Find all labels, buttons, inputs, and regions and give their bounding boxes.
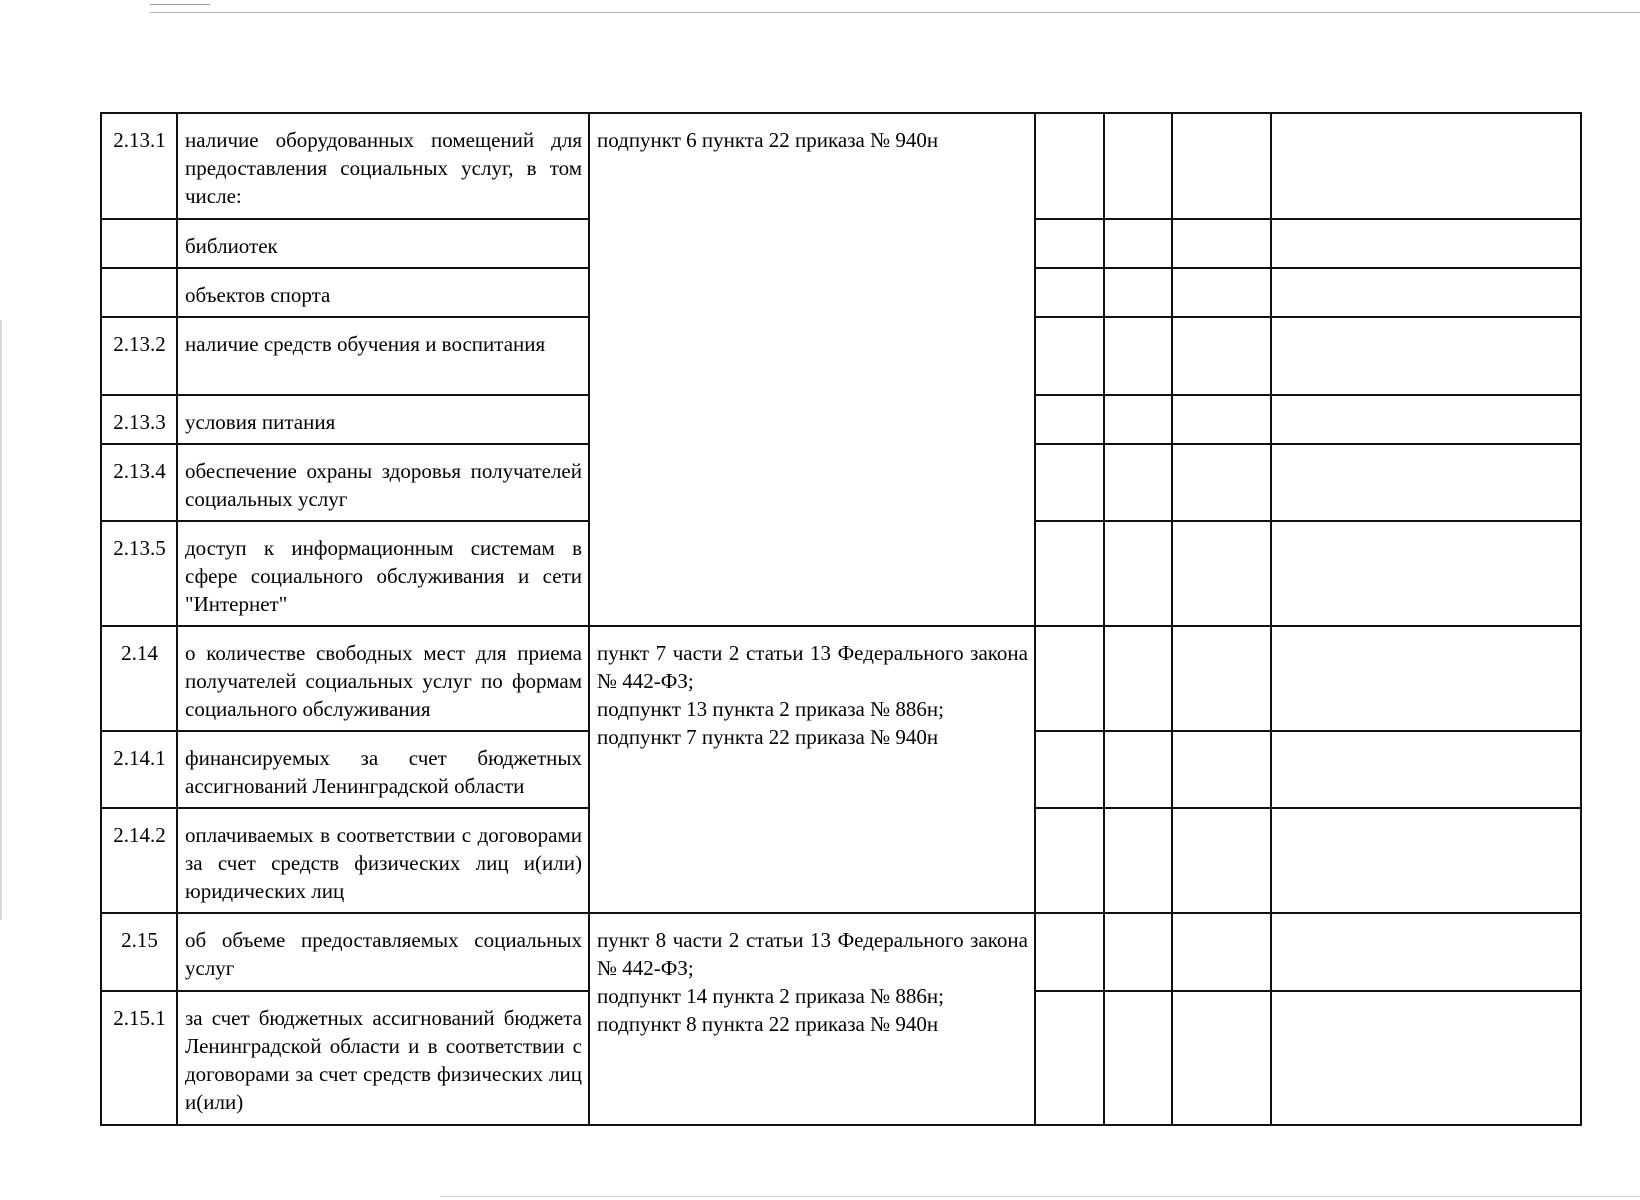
empty-cell (1035, 913, 1104, 991)
empty-cell (1104, 521, 1172, 626)
empty-cell (1035, 444, 1104, 521)
legal-reference-cell (589, 113, 1035, 626)
row-number: 2.14.2 (101, 808, 177, 913)
legal-reference: подпункт 6 пункта 22 приказа № 940н (597, 128, 939, 152)
row-number: 2.15 (101, 913, 177, 991)
empty-cell (1104, 268, 1172, 317)
row-number (101, 219, 177, 268)
table-row (101, 113, 1581, 219)
row-description: объектов спорта (177, 268, 589, 317)
row-number: 2.13.4 (101, 444, 177, 521)
empty-cell (1035, 219, 1104, 268)
empty-cell (1271, 731, 1581, 808)
legal-reference-cell (589, 913, 1035, 1125)
empty-cell (1172, 395, 1271, 444)
row-description: наличие оборудованных помещений для предоставления социальных услуг, в том числе: (177, 113, 589, 219)
empty-cell (1271, 219, 1581, 268)
legal-reference: подпункт 14 пункта 2 приказа № 886н; (597, 984, 944, 1008)
scan-artifact-line (150, 4, 210, 5)
empty-cell (1104, 991, 1172, 1125)
row-number: 2.13.1 (101, 113, 177, 219)
empty-cell (1271, 395, 1581, 444)
empty-cell (1271, 317, 1581, 395)
row-description: финансируемых за счет бюджетных ассигнований Ленинградской области (177, 731, 589, 808)
empty-cell (1104, 731, 1172, 808)
empty-cell (1104, 913, 1172, 991)
empty-cell (1104, 444, 1172, 521)
scan-artifact-edge (0, 320, 2, 920)
empty-cell (1035, 268, 1104, 317)
scan-artifact-line (150, 12, 1640, 13)
empty-cell (1271, 268, 1581, 317)
row-description: обеспечение охраны здоровья получателей социальных услуг (177, 444, 589, 521)
row-description: доступ к информационным системам в сфере социального обслуживания и сети "Интернет" (177, 521, 589, 626)
empty-cell (1172, 113, 1271, 219)
table-row (101, 913, 1581, 991)
empty-cell (1172, 991, 1271, 1125)
empty-cell (1104, 395, 1172, 444)
empty-cell (1271, 626, 1581, 731)
row-number: 2.15.1 (101, 991, 177, 1125)
empty-cell (1035, 808, 1104, 913)
row-description: наличие средств обучения и воспитания (177, 317, 589, 395)
legal-reference: подпункт 7 пункта 22 приказа № 940н (597, 725, 939, 749)
empty-cell (1172, 521, 1271, 626)
row-description: за счет бюджетных ассигнований бюджета Ленинградской области и в соответствии с договорами за счет средств физических лиц и(или) (177, 991, 589, 1125)
legal-reference: пункт 7 части 2 статьи 13 Федерального закона № 442-ФЗ; (597, 641, 1028, 693)
row-description: оплачиваемых в соответствии с договорами за счет средств физических лиц и(или) юридических лиц (177, 808, 589, 913)
empty-cell (1104, 808, 1172, 913)
empty-cell (1172, 317, 1271, 395)
legal-reference-cell (589, 626, 1035, 913)
empty-cell (1035, 626, 1104, 731)
row-description: библиотек (177, 219, 589, 268)
empty-cell (1271, 913, 1581, 991)
empty-cell (1172, 219, 1271, 268)
empty-cell (1172, 444, 1271, 521)
requirements-table (100, 112, 1582, 1126)
empty-cell (1271, 991, 1581, 1125)
empty-cell (1271, 444, 1581, 521)
empty-cell (1172, 626, 1271, 731)
empty-cell (1035, 731, 1104, 808)
legal-reference: подпункт 8 пункта 22 приказа № 940н (597, 1012, 939, 1036)
empty-cell (1172, 808, 1271, 913)
empty-cell (1271, 521, 1581, 626)
empty-cell (1104, 113, 1172, 219)
empty-cell (1035, 991, 1104, 1125)
row-number: 2.14.1 (101, 731, 177, 808)
scan-artifact-line (440, 1196, 1640, 1197)
empty-cell (1104, 317, 1172, 395)
empty-cell (1172, 268, 1271, 317)
row-description: о количестве свободных мест для приема получателей социальных услуг по формам социального обслуживания (177, 626, 589, 731)
empty-cell (1172, 731, 1271, 808)
legal-reference: подпункт 13 пункта 2 приказа № 886н; (597, 697, 944, 721)
empty-cell (1104, 219, 1172, 268)
row-number: 2.13.2 (101, 317, 177, 395)
empty-cell (1271, 808, 1581, 913)
legal-reference: пункт 8 части 2 статьи 13 Федерального закона № 442-ФЗ; (597, 928, 1028, 980)
row-number: 2.14 (101, 626, 177, 731)
empty-cell (1104, 626, 1172, 731)
empty-cell (1271, 113, 1581, 219)
empty-cell (1035, 395, 1104, 444)
table-row (101, 626, 1581, 731)
row-number (101, 268, 177, 317)
empty-cell (1035, 317, 1104, 395)
row-number: 2.13.3 (101, 395, 177, 444)
row-description: об объеме предоставляемых социальных услуг (177, 913, 589, 991)
empty-cell (1172, 913, 1271, 991)
empty-cell (1035, 113, 1104, 219)
row-description: условия питания (177, 395, 589, 444)
empty-cell (1035, 521, 1104, 626)
row-number: 2.13.5 (101, 521, 177, 626)
